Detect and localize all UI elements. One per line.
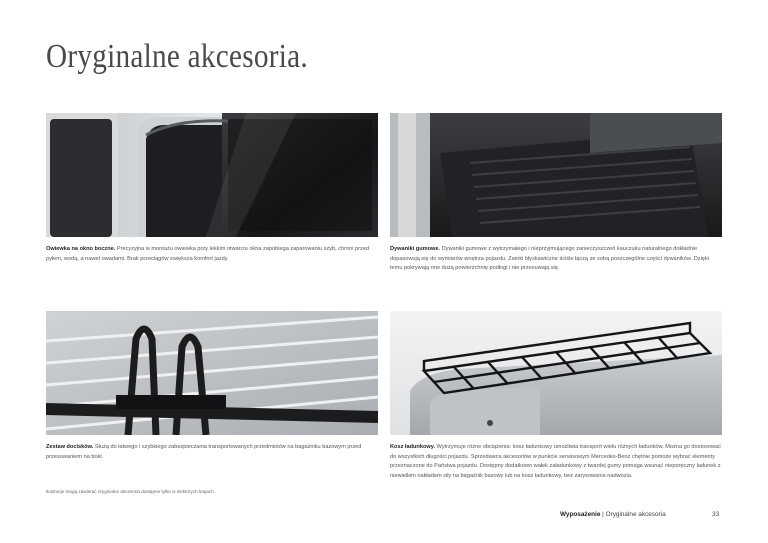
- caption-text: Wytrzymuje różne obciążenia: kosz ładunkowy umożliwia transport wielu różnych ładunków. Można go dostosować do wszystkich długości pojazdu. Sprzedawca akcesoriów w punkcie serwisowym Mercedes-Benz chętnie pomoże wybrać elementy przeznaczone do Państwa pojazdu. Dostępny dodatkowo wałek załadunkowy z twardej gumy pomaga wsunąć nieporęczny ładunek z niewielkim nakładem siły na bagażnik bazowy lub na kosz ładunkowy, bez zarysowania nadwozia.: [390, 444, 721, 479]
- footer-section: Wyposażenie: [560, 511, 601, 518]
- cargo-basket-photo: [390, 311, 722, 435]
- caption-text: Służą do łatwego i szybkiego zabezpieczania transportowanych przedmiotów na bagażniku bazowym przed przesuwaniem na boki.: [46, 444, 362, 460]
- caption-text: Dywaniki gumowe z wytrzymałego i nieprzyjmującego zanieczyszczeń kauczuku naturalnego dokładnie dopasowują się do wymiarów wnętrza pojazdu. Zamki błyskawiczne ściśle łączą ze sobą poszczególne części dywaników. Dzięki temu pokrywają one dużą powierzchnię podłogi i nie przesuwają się.: [390, 246, 709, 272]
- page-footer: [560, 511, 666, 518]
- page-number: 33: [712, 511, 720, 518]
- caption-clamp-set: [46, 443, 378, 462]
- footer-separator: |: [602, 511, 604, 518]
- footer-subsection: Oryginalne akcesoria: [605, 511, 666, 518]
- caption-heading: Owiewka na okno boczne.: [46, 246, 116, 252]
- caption-text: Precyzyjna w montażu owiewka przy lekkim otwarciu okna zapobiega zaparowaniu szyb, chroni przed pyłem, wodą, a nawet owadami. Brak przeciągów zwiększa komfort jazdy.: [46, 246, 370, 262]
- caption-rubber-mats: [390, 245, 722, 274]
- disclaimer-note: Ilustracje mogą zawierać oryginalne akcesoria dostępne tylko w niektórych krajach.: [46, 489, 216, 494]
- rubber-mats-photo: [390, 113, 722, 237]
- caption-heading: Dywaniki gumowe.: [390, 246, 441, 252]
- caption-heading: Kosz ładunkowy.: [390, 444, 435, 450]
- page-title: Oryginalne akcesoria.: [46, 38, 308, 75]
- caption-cargo-basket: [390, 443, 722, 481]
- caption-heading: Zestaw docisków.: [46, 444, 94, 450]
- caption-window-deflector: [46, 245, 378, 264]
- clamp-set-photo: [46, 311, 378, 435]
- window-deflector-photo: [46, 113, 378, 237]
